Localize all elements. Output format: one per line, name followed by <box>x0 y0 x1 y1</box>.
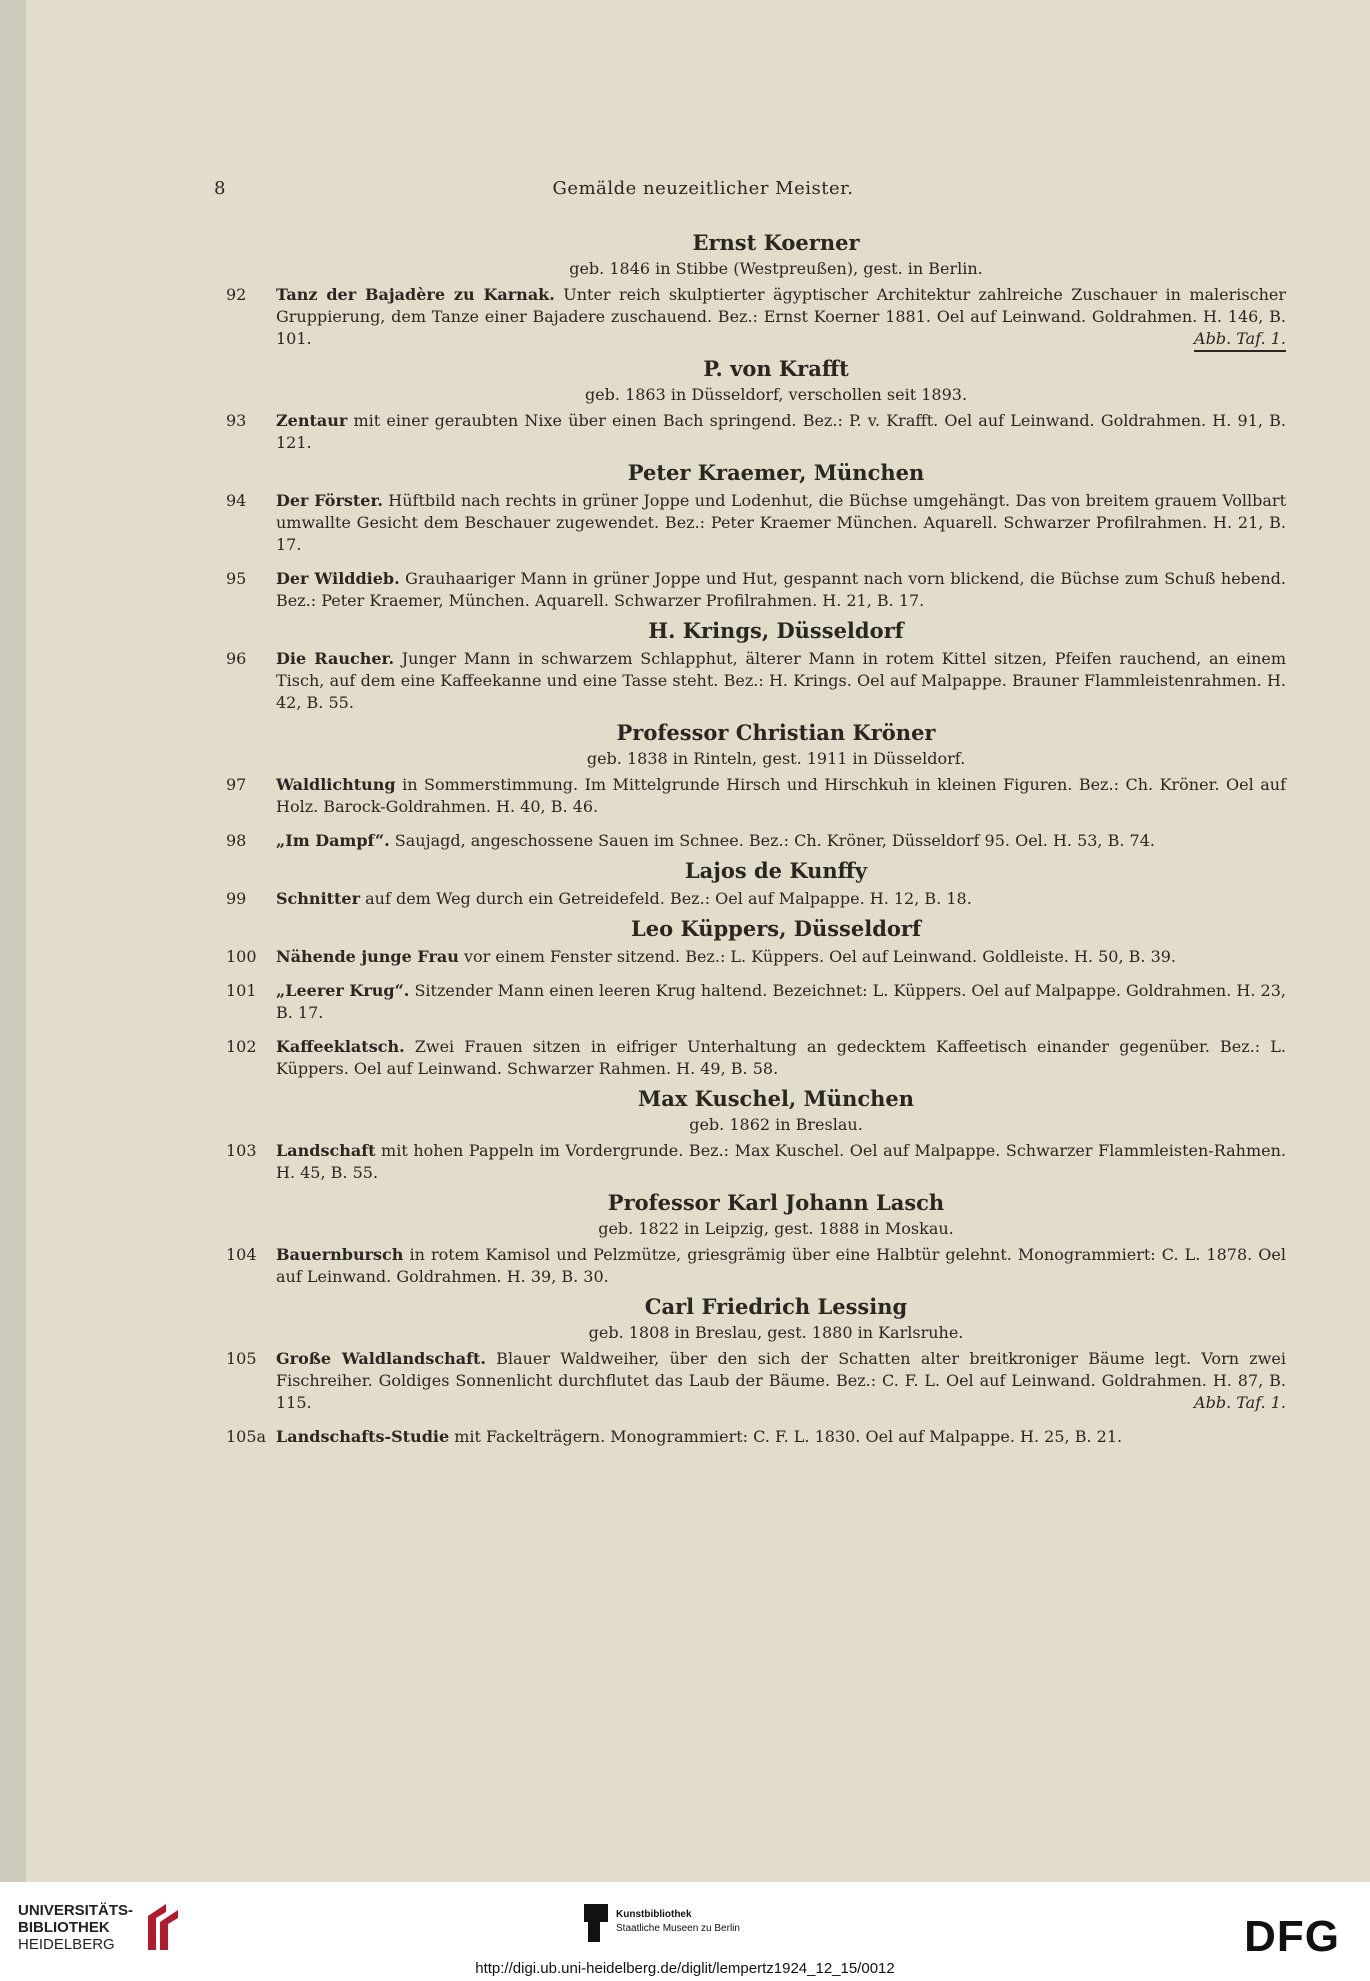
entry-description: auf dem Weg durch ein Getreidefeld. Bez.: Oel auf Malpappe. H. 12, B. 18. <box>360 889 972 908</box>
catalog-entry <box>226 648 1286 714</box>
artist-name: Carl Friedrich Lessing <box>644 1294 908 1319</box>
kb-line-2: Staatliche Museen zu Berlin <box>616 1923 740 1934</box>
entry-description: Zwei Frauen sitzen in eifriger Unterhaltung an gedecktem Kaffeetisch einander gegenüber. Bez.: L. Küppers. Oel auf Leinwand. Schwarzer Rahmen. H. 49, B. 58. <box>276 1037 1286 1078</box>
entry-title: Landschafts-Studie <box>276 1427 450 1446</box>
entry-title: Waldlichtung <box>276 775 396 794</box>
plate-reference: Abb. Taf. 1. <box>1194 328 1286 352</box>
ub-heidelberg-logo[interactable] <box>18 1902 133 1953</box>
artist-name: Peter Kraemer, München <box>627 460 925 485</box>
artist-bio: geb. 1808 in Breslau, gest. 1880 in Karlsruhe. <box>588 1323 964 1342</box>
ub-line-2: BIBLIOTHEK <box>18 1919 110 1936</box>
entry-number: 102 <box>226 1037 257 1056</box>
catalog-entry <box>226 1426 1286 1448</box>
entry-description: Junger Mann in schwarzem Schlapphut, älterer Mann in rotem Kittel sitzen, Pfeifen rauchend, an einem Tisch, auf dem eine Kaffeekanne und eine Tasse steht. Bez.: H. Krings. Oel auf Malpappe. Brauner Flammleistenrahmen. H. 42, B. 55. <box>276 649 1287 712</box>
ub-line-1: UNIVERSITÄTS- <box>18 1902 134 1919</box>
entry-description: Saujagd, angeschossene Sauen im Schnee. Bez.: Ch. Kröner, Düsseldorf 95. Oel. H. 53, B. 74. <box>389 831 1155 850</box>
kunstbibliothek-text <box>616 1908 740 1936</box>
entry-number: 92 <box>226 285 247 304</box>
entry-description: Unter reich skulptierter ägyptischer Architektur zahlreiche Zuschauer in malerischer Gruppierung, dem Tanze einer Bajadere zuschauend. Bez.: Ernst Koerner 1881. Oel auf Leinwand. Goldrahmen. H. 146, B. 101. <box>276 285 1287 348</box>
catalog-entry <box>226 410 1286 454</box>
entry-number: 99 <box>226 889 247 908</box>
entry-title: Große Waldlandschaft. <box>276 1349 486 1368</box>
entry-description: vor einem Fenster sitzend. Bez.: L. Küppers. Oel auf Leinwand. Goldleiste. H. 50, B. 39. <box>458 947 1177 966</box>
entry-title: Der Förster. <box>276 491 383 510</box>
plate-reference: Abb. Taf. 1. <box>1194 1393 1286 1412</box>
artist-bio: geb. 1822 in Leipzig, gest. 1888 in Moskau. <box>598 1219 954 1238</box>
artist-name: Max Kuschel, München <box>637 1086 915 1111</box>
artist-bio: geb. 1846 in Stibbe (Westpreußen), gest. in Berlin. <box>569 259 983 278</box>
entry-title: Nähende junge Frau <box>276 947 459 966</box>
entry-number: 103 <box>226 1141 257 1160</box>
artist-bio: geb. 1862 in Breslau. <box>689 1115 863 1134</box>
kunstbibliothek-mark-icon <box>584 1904 608 1944</box>
entry-number: 96 <box>226 649 247 668</box>
scan-edge <box>0 0 26 1882</box>
catalog-entry <box>226 490 1286 556</box>
running-title: Gemälde neuzeitlicher Meister. <box>552 178 854 199</box>
artist-name: Professor Karl Johann Lasch <box>607 1190 945 1215</box>
catalog-content <box>226 228 1286 1448</box>
entry-title: Der Wilddieb. <box>276 569 400 588</box>
catalog-entry <box>226 980 1286 1024</box>
entry-number: 98 <box>226 831 247 850</box>
catalog-entry <box>226 568 1286 612</box>
entry-title: Zentaur <box>276 411 348 430</box>
entry-title: Tanz der Bajadère zu Karnak. <box>276 285 555 304</box>
entry-title: „Im Dampf“. <box>276 831 390 850</box>
dfg-logo[interactable]: DFG <box>1244 1912 1340 1961</box>
entry-title: Kaffeeklatsch. <box>276 1037 405 1056</box>
artist-bio: geb. 1863 in Düsseldorf, verschollen seit 1893. <box>584 385 968 404</box>
entry-title: Bauernbursch <box>276 1245 404 1264</box>
entry-title: Landschaft <box>276 1141 376 1160</box>
artist-name: Ernst Koerner <box>692 230 860 255</box>
catalog-page <box>26 0 1370 1882</box>
artist-name: Leo Küppers, Düsseldorf <box>631 916 921 941</box>
entry-description: in Sommerstimmung. Im Mittelgrunde Hirsch und Hirschkuh in kleinen Figuren. Bez.: Ch. Kröner. Oel auf Holz. Barock-Goldrahmen. H. 40, B. 46. <box>276 775 1286 816</box>
entry-description: Sitzender Mann einen leeren Krug haltend. Bezeichnet: L. Küppers. Oel auf Malpappe. Goldrahmen. H. 23, B. 17. <box>276 981 1286 1022</box>
entry-description: in rotem Kamisol und Pelzmütze, griesgrämig über eine Halbtür gelehnt. Monogrammiert: C. L. 1878. Oel auf Leinwand. Goldrahmen. H. 39, B. 30. <box>276 1245 1286 1286</box>
entry-description: mit einer geraubten Nixe über einen Bach springend. Bez.: P. v. Krafft. Oel auf Leinwand. Goldrahmen. H. 91, B. 121. <box>276 411 1286 452</box>
catalog-entry <box>226 888 1286 910</box>
entry-number: 95 <box>226 569 247 588</box>
entry-title: Die Raucher. <box>276 649 395 668</box>
catalog-entry <box>226 1244 1286 1288</box>
entry-description: Grauhaariger Mann in grüner Joppe und Hut, gespannt nach vorn blickend, die Büchse zum Schuß hebend. Bez.: Peter Kraemer, München. Aquarell. Schwarzer Profilrahmen. H. 21, B. 17. <box>276 569 1287 610</box>
entry-description: Hüftbild nach rechts in grüner Joppe und Lodenhut, die Büchse umgehängt. Das von breitem grauem Vollbart umwallte Gesicht dem Beschauer zugewendet. Bez.: Peter Kraemer München. Aquarell. Schwarzer Profilrahmen. H. 21, B. 17. <box>276 491 1287 554</box>
entry-description: mit hohen Pappeln im Vordergrunde. Bez.: Max Kuschel. Oel auf Malpappe. Schwarzer Flammleisten-Rahmen. H. 45, B. 55. <box>276 1141 1286 1182</box>
footer-bar <box>0 1882 1370 1981</box>
entry-number: 97 <box>226 775 247 794</box>
ub-heidelberg-logo-icon <box>138 1900 186 1952</box>
entry-number: 105a <box>226 1427 267 1446</box>
page-number: 8 <box>214 178 226 199</box>
catalog-entry <box>226 1140 1286 1184</box>
catalog-entry <box>226 1348 1286 1414</box>
artist-name: H. Krings, Düsseldorf <box>648 618 904 643</box>
ub-line-3: HEIDELBERG <box>18 1936 115 1953</box>
permalink-url[interactable]: http://digi.ub.uni-heidelberg.de/diglit/lempertz1924_12_15/0012 <box>475 1960 895 1977</box>
entry-description: mit Fackelträgern. Monogrammiert: C. F. L. 1830. Oel auf Malpappe. H. 25, B. 21. <box>449 1427 1123 1446</box>
kunstbibliothek-logo[interactable] <box>584 1904 740 1949</box>
entry-number: 100 <box>226 947 257 966</box>
artist-bio: geb. 1838 in Rinteln, gest. 1911 in Düsseldorf. <box>586 749 966 768</box>
entry-number: 101 <box>226 981 257 1000</box>
entry-title: Schnitter <box>276 889 361 908</box>
artist-name: Professor Christian Kröner <box>616 720 936 745</box>
artist-name: P. von Krafft <box>703 356 849 381</box>
page-header <box>26 178 1370 208</box>
catalog-entry <box>226 284 1286 350</box>
entry-number: 105 <box>226 1349 257 1368</box>
catalog-entry <box>226 830 1286 852</box>
catalog-entry <box>226 774 1286 818</box>
entry-number: 94 <box>226 491 247 510</box>
artist-name: Lajos de Kunffy <box>684 858 868 883</box>
catalog-entry <box>226 1036 1286 1080</box>
catalog-entry <box>226 946 1286 968</box>
kb-line-1: Kunstbibliothek <box>616 1909 692 1920</box>
entry-description: Blauer Waldweiher, über den sich der Schatten alter breitkroniger Bäume legt. Vorn zwei Fischreiher. Goldiges Sonnenlicht durchflutet das Laub der Bäume. Bez.: C. F. L. Oel auf Leinwand. Goldrahmen. H. 87, B. 115. <box>276 1349 1286 1412</box>
entry-title: „Leerer Krug“. <box>276 981 410 1000</box>
entry-number: 93 <box>226 411 247 430</box>
entry-number: 104 <box>226 1245 257 1264</box>
